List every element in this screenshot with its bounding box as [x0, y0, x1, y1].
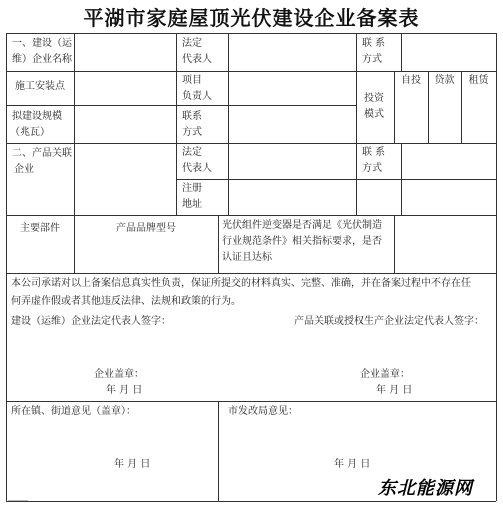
grid-line: [6, 143, 496, 144]
registered-address-label: 注册: [182, 183, 202, 194]
grid-line: [6, 105, 356, 106]
brand-model-label: 产品品牌型号: [116, 223, 176, 234]
planned-scale-label: 拟建设规模: [12, 111, 62, 122]
town-opinion-label: 所在镇、街道意见（盖章）：: [11, 406, 136, 417]
planned-scale-label: （兆瓦）: [10, 127, 50, 138]
page-title: 平湖市家庭屋顶光伏建设企业备案表: [83, 6, 420, 30]
install-site-label: 施工安装点: [15, 81, 65, 92]
dev-reform-opinion-label: 市发改局意见：: [228, 406, 298, 417]
registered-address-label: 地址: [182, 199, 202, 210]
standard-question: 行业规范条件》相关指标要求，是否: [222, 236, 382, 247]
legal-rep-label: 法定: [182, 38, 202, 49]
product-company-label: 二、产品关联: [12, 148, 72, 159]
contact-label: 方式: [362, 54, 382, 65]
grid-line: [228, 33, 229, 215]
contact-label: 方式: [362, 163, 382, 174]
grid-line: [218, 215, 219, 273]
product-company-label: 企业: [14, 164, 34, 175]
seal-label: 企业盖章：: [94, 369, 144, 380]
grid-line: [6, 215, 496, 216]
project-manager-label: 负责人: [182, 91, 212, 102]
product-sign-label: 产品关联或授权生产企业法定代表人签字：: [294, 316, 484, 327]
standard-question: 认证且达标: [222, 252, 272, 263]
grid-line: [6, 401, 496, 402]
option-lease: 租赁: [468, 75, 489, 86]
legal-rep-label: 法定: [182, 147, 202, 158]
filing-form: [6, 33, 496, 501]
grid-line: [6, 273, 496, 274]
contact-label: 方式: [182, 127, 202, 138]
grid-line: [394, 215, 395, 273]
grid-line: [401, 33, 402, 71]
date-label: 年 月 日: [334, 459, 371, 470]
contact-label: 联 系: [362, 147, 386, 158]
investment-mode-label: 投资: [364, 93, 384, 104]
grid-line: [6, 71, 496, 72]
seal-label: 企业盖章：: [360, 369, 410, 380]
date-label: 年 月 日: [376, 385, 413, 396]
grid-line: [176, 33, 177, 215]
date-label: 年 月 日: [106, 385, 143, 396]
site-watermark: 东北能源网: [378, 478, 473, 499]
grid-line: [496, 33, 497, 501]
grid-line: [218, 401, 219, 501]
construction-sign-label: 建设（运维）企业法定代表人签字：: [11, 316, 171, 327]
grid-line: [6, 33, 496, 34]
option-self-invest: 自投: [401, 75, 421, 86]
divider: [8, 500, 28, 506]
date-label: 年 月 日: [114, 459, 151, 470]
contact-label: 联系: [182, 111, 202, 122]
grid-line: [176, 179, 496, 180]
pledge-text: 本公司承诺对以上备案信息真实性负责，保证所提交的材料真实、完整、准确，并在备案过程中不存在任: [11, 278, 471, 289]
grid-line: [6, 33, 7, 501]
grid-line: [401, 143, 402, 215]
construction-company-label: 维）企业名称: [12, 54, 72, 65]
construction-company-label: 一、建设（运: [12, 38, 72, 49]
project-manager-label: 项目: [182, 75, 202, 86]
grid-line: [356, 71, 357, 143]
investment-mode-label: 模式: [364, 109, 384, 120]
pledge-text: 何弄虚作假或者其他违反法律、法规和政策的行为。: [11, 296, 241, 307]
grid-line: [74, 33, 75, 215]
option-loan: 贷款: [434, 75, 455, 86]
contact-label: 联 系: [362, 38, 386, 49]
grid-line: [356, 33, 357, 71]
standard-question: 光伏组件逆变器是否满足《光伏制造: [222, 220, 382, 231]
legal-rep-label: 代表人: [182, 54, 212, 65]
main-parts-label: 主要部件: [20, 223, 60, 234]
grid-line: [6, 501, 496, 502]
legal-rep-label: 代表人: [182, 163, 212, 174]
grid-line: [356, 143, 357, 215]
